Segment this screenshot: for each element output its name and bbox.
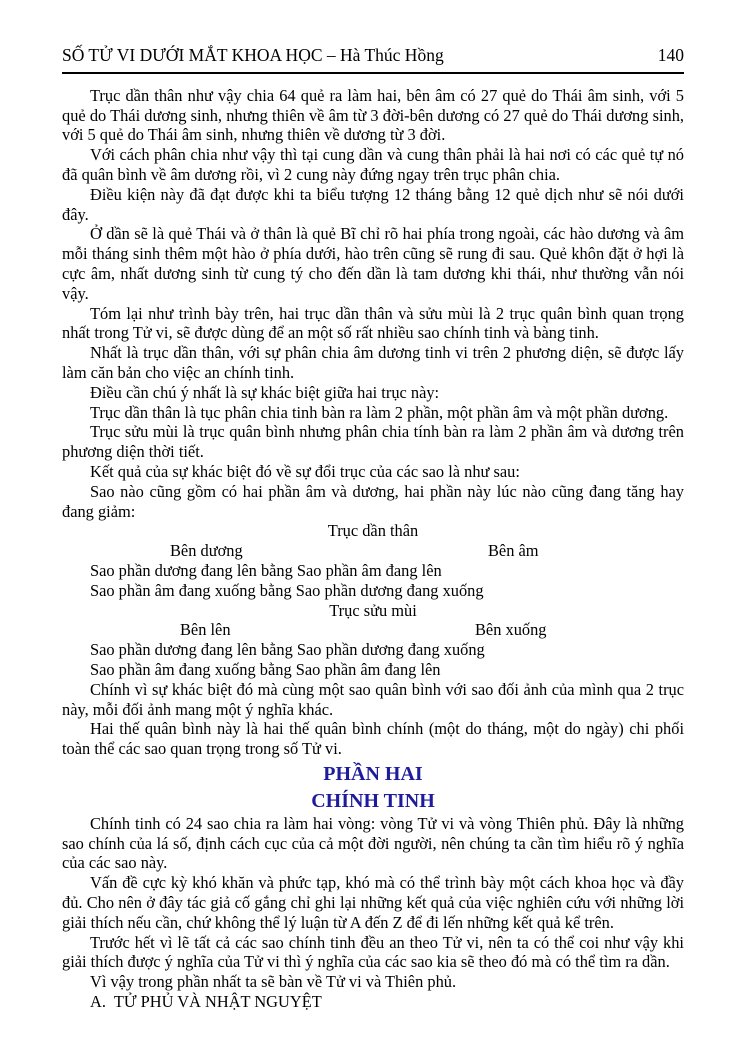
- axis-suu-mui-rule1: Sao phần dương đang lên bằng Sao phần dương đang xuống: [90, 640, 485, 660]
- paragraph-p8: Trục dần thân là tục phân chia tinh bàn ra làm 2 phần, một phần âm và một phần dương.: [90, 402, 669, 422]
- subsection-heading: A. TỬ PHỦ VÀ NHẬT NGUYỆT: [90, 992, 322, 1012]
- page-content: [62, 46, 684, 1012]
- axis-dan-than-columns: [62, 541, 684, 561]
- axis-dan-than-rule1: Sao phần dương đang lên bằng Sao phần âm đang lên: [90, 560, 442, 580]
- section-part-heading: PHẦN HAI: [323, 762, 423, 785]
- paragraph-p6: Nhất là trục dần thân, với sự phân chia âm dương tinh vi trên 2 phương diện, sẽ được lấy làm căn bản cho việc an chính tinh.: [62, 343, 684, 382]
- section-title-heading: CHÍNH TINH: [311, 790, 435, 813]
- running-title: SỐ TỬ VI DƯỚI MẮT KHOA HỌC – Hà Thúc Hồng: [62, 45, 444, 65]
- page-header: [62, 46, 684, 74]
- paragraph-p14: Chính tinh có 24 sao chia ra làm hai vòng: vòng Tử vi và vòng Thiên phủ. Đây là những sao chính của lá số, định cách cục của cả một đời người, nên chúng ta cần tìm hiểu rõ ý nghĩa của các sao này.: [62, 813, 684, 873]
- axis-suu-mui-left-label: Bên lên: [180, 620, 231, 640]
- axis-suu-mui-rule2: Sao phần âm đang xuống bằng Sao phần âm đang lên: [90, 659, 441, 679]
- paragraph-p3: Điều kiện này đã đạt được khi ta biểu tượng 12 tháng bằng 12 quẻ dịch như sẽ nói dưới đây.: [62, 184, 684, 224]
- axis-dan-than-title: Trục dần thân: [327, 521, 419, 541]
- paragraph-p13: Hai thế quân bình này là hai thế quân bình chính (một do tháng, một do ngày) chi phối toàn thể các sao quan trọng trong số Tử vi.: [62, 719, 684, 759]
- paragraph-p9: Trục sửu mùi là trục quân bình nhưng phân chia tính bàn ra làm 2 phần âm và dương trên phương diện thời tiết.: [62, 422, 684, 462]
- paragraph-p4: Ở dần sẽ là quẻ Thái và ở thân là quẻ Bĩ chỉ rõ hai phía trong ngoài, các hào dương và âm mỗi tháng sinh thêm một hào ở phía dưới, hào trên cũng sẽ rung đi sau. Quẻ khôn đặt ở hợi là cực âm, nhất dương sinh từ cung tý cho đến dần là tam dương khi thái, như thường vẫn nói vậy.: [62, 224, 684, 303]
- axis-dan-than-right-label: Bên âm: [488, 541, 539, 561]
- body-text: [62, 86, 684, 1012]
- paragraph-p1: Trục dần thân như vậy chia 64 quẻ ra làm hai, bên âm có 27 quẻ do Thái âm sinh, với 5 quẻ do Thái dương sinh, nhưng thiên về âm từ 3 đời-bên dương có 27 quẻ do Thái dương sinh, với 5 quẻ do Thái âm sinh, nhưng thiên về dương từ 3 đời.: [62, 85, 684, 145]
- paragraph-p16: Trước hết vì lẽ tất cả các sao chính tinh đều an theo Tử vi, nên ta có thể coi như vậy khi giải thích được ý nghĩa của Tử vi thì ý nghĩa của các sao kia sẽ theo đó mà có thể tìm ra dần.: [62, 932, 684, 972]
- axis-dan-than-left-label: Bên dương: [170, 541, 243, 561]
- paragraph-p12: Chính vì sự khác biệt đó mà cùng một sao quân bình với sao đối ảnh của mình qua 2 trục này, mỗi đối ảnh mang một ý nghĩa khác.: [62, 679, 684, 719]
- axis-suu-mui-title: Trục sửu mùi: [329, 600, 417, 620]
- paragraph-p7: Điều cần chú ý nhất là sự khác biệt giữa hai trục này:: [90, 382, 440, 402]
- paragraph-p11: Sao nào cũng gồm có hai phần âm và dương, hai phần này lúc nào cũng đang tăng hay đang giảm:: [62, 481, 684, 521]
- paragraph-p10: Kết quả của sự khác biệt đó về sự đổi trục của các sao là như sau:: [90, 461, 520, 481]
- paragraph-p15: Vấn đề cực kỳ khó khăn và phức tạp, khó mà có thể trình bày một cách khoa học và đầy đủ. Cho nên ở đây tác giả cố gắng chỉ ghi lại những kết quả của việc nghiên cứu với những lời giải thích nếu cần, chứ không thể lý luận từ A đến Z để đi lến những kết quả kể trên.: [62, 873, 684, 932]
- axis-dan-than-rule2: Sao phần âm đang xuống bằng Sao phần dương đang xuống: [90, 580, 484, 600]
- paragraph-p5: Tóm lại như trình bày trên, hai trục dần thân và sửu mùi là 2 trục quân bình quan trọng nhất trong Tử vi, sẽ được dùng để an một số rất nhiều sao chính tinh và bàng tinh.: [62, 303, 684, 343]
- page-number: 140: [657, 45, 684, 65]
- paragraph-p17: Vì vậy trong phần nhất ta sẽ bàn về Tử vi và Thiên phủ.: [90, 972, 457, 992]
- axis-suu-mui-right-label: Bên xuống: [475, 620, 547, 640]
- axis-suu-mui-columns: [62, 620, 684, 640]
- paragraph-p2: Với cách phân chia như vậy thì tại cung dần và cung thân phải là hai nơi có các quẻ tự nó đã quân bình về âm dương rồi, vì 2 cung này đứng ngay trên trục phân chia.: [62, 145, 684, 184]
